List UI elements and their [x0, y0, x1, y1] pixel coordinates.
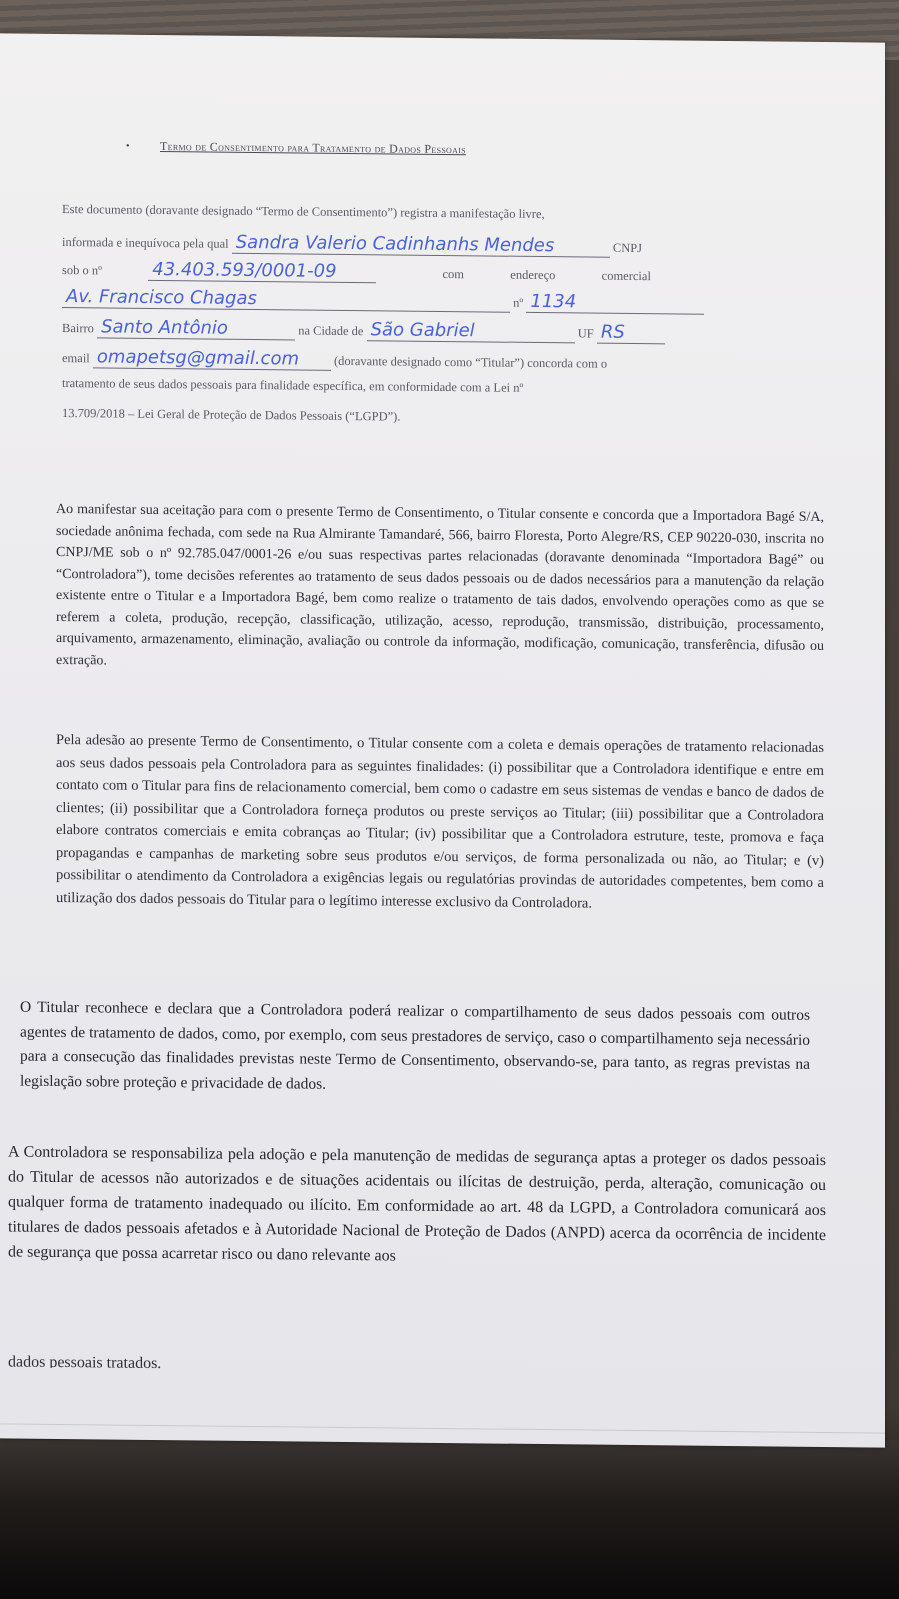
handwritten-number: 1134	[526, 291, 704, 315]
form-label-sob: sob o nº	[62, 263, 102, 278]
paper-sheet	[0, 33, 885, 1447]
form-label-uf: UF	[577, 326, 594, 341]
form-line-6	[62, 346, 607, 374]
paragraph-1: Ao manifestar sua aceitação para com o presente Termo de Consentimento, o Titular consente e concorda que a Importadora Bagé S/A, sociedade anônima fechada, com sede na Rua Almirante Tamandaré, 566, bairro Floresta, Porto Alegre/RS, CEP 90220-030, inscrita no CNPJ/ME sob o nº 92.785.047/0001-26 e/ou suas respectivas partes relacionadas (doravante denominada “Importadora Bagé” ou “Controladora”), tome decisões referentes ao tratamento de seus dados pessoais ou de dados necessários para a manutenção da relação existente entre o Titular e a Importadora Bagé, bem como realize o tratamento de tais dados, envolvendo operações como as que se referem a coleta, produção, recepção, classificação, utilização, acesso, reprodução, transmissão, distribuição, processamento, arquivamento, armazenamento, eliminação, avaliação ou controle da informação, modificação, comunicação, transferência, difusão ou extração.	[56, 501, 824, 668]
form-label-bairro: Bairro	[62, 321, 94, 336]
form-label-cnpj: CNPJ	[612, 240, 643, 256]
form-label-comercial: comercial	[601, 268, 651, 284]
form-line-4	[62, 286, 704, 315]
document-title: Termo de Consentimento para Tratamento de Dados Pessoais	[160, 139, 466, 157]
form-line-3	[62, 258, 762, 287]
form-line-7: tratamento de seus dados pessoais para finalidade específica, em conformidade com a Lei nº	[62, 376, 524, 395]
form-label-cidade: na Cidade de	[298, 323, 364, 339]
page-fold-line	[0, 1423, 885, 1433]
form-label-numero: nº	[513, 295, 524, 310]
handwritten-cnpj: 43.403.593/0001-09	[148, 259, 376, 283]
handwritten-cidade: São Gabriel	[367, 319, 575, 343]
paragraph-4: A Controladora se responsabiliza pela adoção e pela manutenção de medidas de segurança aptas a proteger os dados pessoais do Titular de acessos não autorizados e de situações acidentais ou ilícitas de destruição, perda, alteração, comunicação ou qualquer forma de tratamento inadequado ou ilícito. Em conformidade ao art. 48 da LGPD, a Controladora comunicará aos titulares de dados pessoais afetados e à Autoridade Nacional de Proteção de Dados (ANPD) acerca da ocorrência de incidente de segurança que possa acarretar risco ou dano relevante aos	[8, 1143, 826, 1265]
handwritten-email: omapetsg@gmail.com	[93, 346, 331, 370]
form-line-2	[62, 230, 642, 258]
form-line-1: Este documento (doravante designado “Termo de Consentimento”) registra a manifestação livre,	[62, 202, 545, 222]
form-label-endereco: endereço	[510, 267, 556, 283]
handwritten-bairro: Santo Antônio	[97, 316, 295, 340]
bullet-dot: •	[126, 140, 130, 152]
paragraph-3: O Titular reconhece e declara que a Controladora poderá realizar o compartilhamento de seus dados pessoais com outros agentes de tratamento de dados, como, por exemplo, com seus prestadores de serviço, caso o compartilhamento seja necessário para a consecução das finalidades previstas neste Termo de Consentimento, observando-se, para tanto, as regras previstas na legislação sobre proteção e privacidade de dados.	[20, 998, 810, 1093]
paragraph-2: Pela adesão ao presente Termo de Consentimento, o Titular consente com a coleta e demais operações de tratamento relacionadas aos seus dados pessoais pela Controladora para as seguintes finalidades: (i) possibilitar que a Controladora identifique e entre em contato com o Titular para fins de relacionamento comercial, bem como o cadastre em seus sistemas de vendas e banco de dados de clientes; (ii) possibilitar que a Controladora forneça produtos ou preste serviços ao Titular; (iii) possibilitar que a Controladora elabore contratos comerciais e emita cobranças ao Titular; (iv) possibilitar que a Controladora estruture, teste, promova e faça propagandas e campanhas de marketing sobre seus produtos e/ou serviços, de forma personalizada ou não, ao Titular; e (v) possibilitar o atendimento da Controladora a exigências legais ou regulatórias provindas de autoridades competentes, bem como a utilização dos dados pessoais do Titular para o legítimo interesse exclusivo da Controladora.	[56, 731, 824, 912]
handwritten-uf: RS	[597, 322, 665, 345]
form-line-5	[62, 316, 665, 344]
table-surface-bottom	[0, 1440, 899, 1599]
form-label-com: com	[442, 267, 465, 282]
form-label-email: email	[62, 351, 90, 366]
form-label-titular: (doravante designado como “Titular”) concorda com o	[334, 353, 608, 371]
handwritten-name: Sandra Valerio Cadinhanhs Mendes	[232, 232, 610, 258]
paragraph-4-cut-line: dados pessoais tratados.	[8, 1353, 162, 1373]
form-line-8: 13.709/2018 – Lei Geral de Proteção de Dados Pessoais (“LGPD”).	[62, 406, 401, 424]
handwritten-address: Av. Francisco Chagas	[62, 286, 510, 313]
form-label-qual: informada e inequívoca pela qual	[62, 235, 229, 251]
